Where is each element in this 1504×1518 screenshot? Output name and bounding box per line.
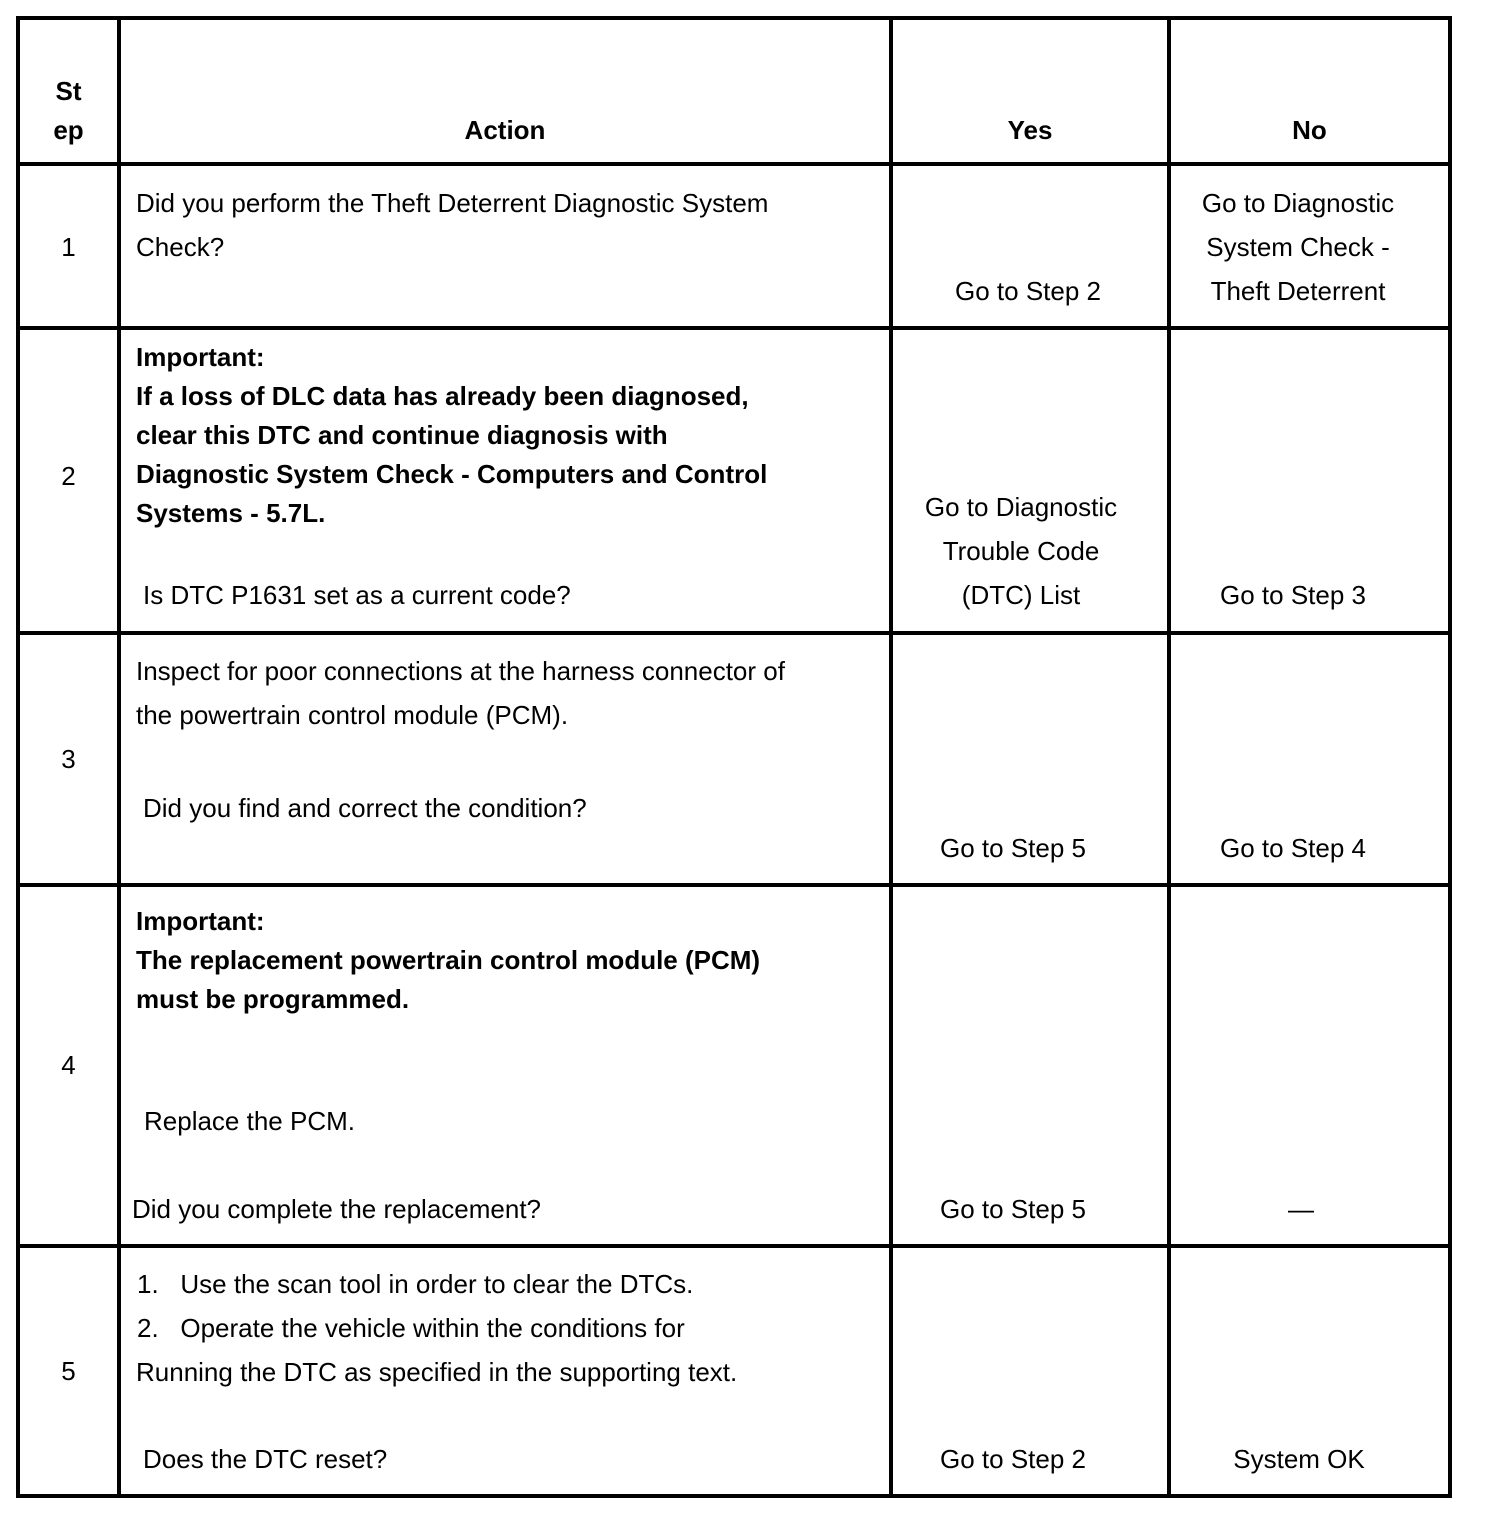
action-question: Does the DTC reset? (143, 1444, 388, 1474)
table-border-right (1448, 16, 1452, 1498)
no-cell: Go to Step 3 (1220, 580, 1366, 610)
action-question: Is DTC P1631 set as a current code? (143, 580, 571, 610)
column-divider (889, 16, 893, 1498)
header-step: St ep (53, 76, 84, 145)
yes-cell: Go to Step 5 (940, 1194, 1086, 1224)
row-divider (16, 326, 1452, 330)
action-list-item: 1. Use the scan tool in order to clear the DTCs. (137, 1269, 694, 1299)
row-divider (16, 162, 1452, 166)
diagnostic-table (16, 16, 1452, 1498)
yes-cell: Go to Step 2 (955, 276, 1101, 306)
yes-cell: Go to Step 2 (940, 1444, 1086, 1474)
row-divider (16, 1244, 1452, 1248)
step-number: 3 (61, 744, 76, 774)
action-question: Did you find and correct the condition? (143, 793, 587, 823)
step-number: 2 (61, 461, 76, 491)
important-note: The replacement powertrain control module (PCM) must be programmed. (136, 945, 761, 1014)
action-text: Inspect for poor connections at the harness connector of the powertrain control module (PCM). (136, 656, 785, 730)
action-instruction: Replace the PCM. (144, 1106, 355, 1136)
important-label: Important: (136, 342, 265, 372)
step-number: 5 (61, 1356, 76, 1386)
yes-cell: Go to Step 5 (940, 833, 1086, 863)
table-border-top (16, 16, 1452, 20)
row-divider (16, 631, 1452, 635)
action-list-item: 2. Operate the vehicle within the conditions for (137, 1313, 685, 1343)
important-note: If a loss of DLC data has already been diagnosed, clear this DTC and continue diagnosis with Diagnostic System Check - Computers and Control Systems - 5.7L. (136, 381, 768, 528)
no-cell: Go to Diagnostic System Check - Theft Deterrent (1201, 188, 1395, 306)
step-number: 4 (61, 1050, 76, 1080)
row-divider (16, 883, 1452, 887)
no-cell: System OK (1233, 1444, 1365, 1474)
table-border-bottom (16, 1494, 1452, 1498)
header-action: Action (464, 115, 546, 145)
action-text: Running the DTC as specified in the supporting text. (136, 1357, 738, 1387)
action-text: Did you perform the Theft Deterrent Diagnostic System Check? (136, 188, 769, 262)
action-question: Did you complete the replacement? (132, 1194, 542, 1224)
yes-cell: Go to Diagnostic Trouble Code (DTC) List (924, 492, 1118, 610)
column-divider (117, 16, 121, 1498)
important-label: Important: (136, 906, 265, 936)
header-yes: Yes (1007, 115, 1053, 145)
no-cell: Go to Step 4 (1220, 833, 1366, 863)
step-number: 1 (61, 232, 76, 262)
no-cell: — (1288, 1194, 1314, 1224)
header-no: No (1292, 115, 1327, 145)
